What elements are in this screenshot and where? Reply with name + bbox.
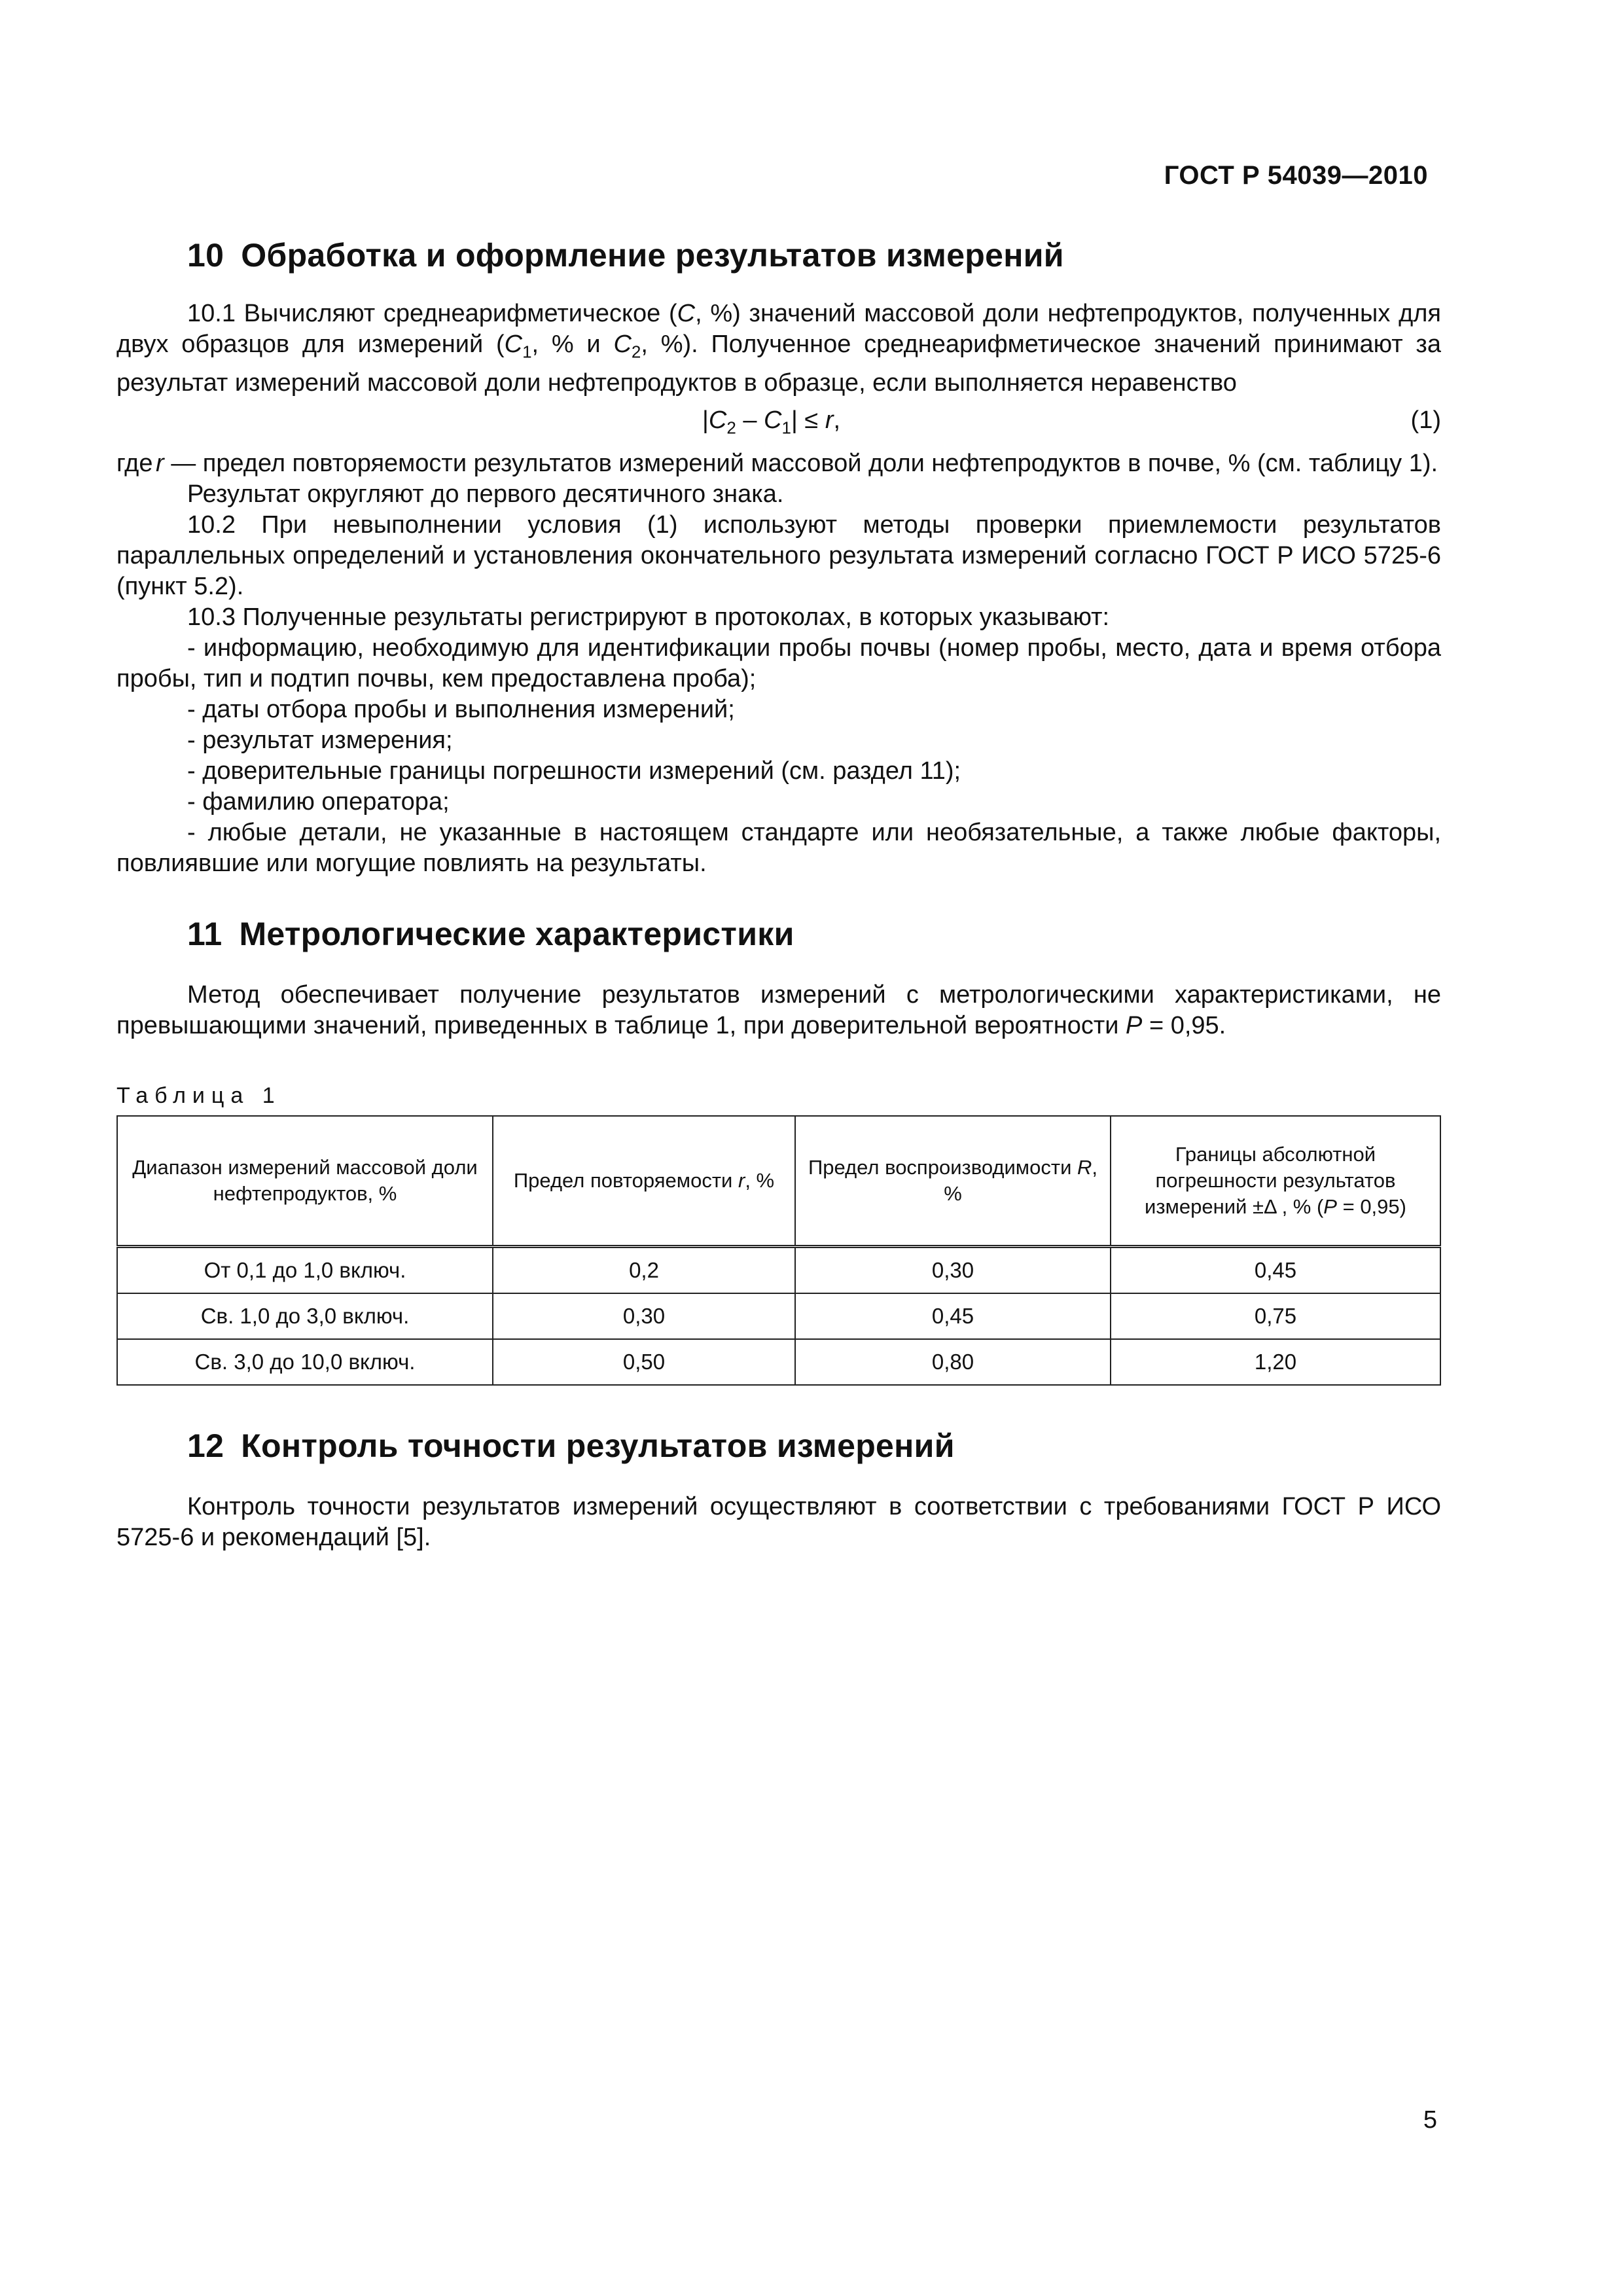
section-10-title: Обработка и оформление результатов измерений [241, 237, 1064, 274]
header-repeatability [493, 1116, 795, 1247]
subscript: 2 [631, 342, 641, 362]
table-header-row [117, 1116, 1440, 1247]
text-run: , % [745, 1168, 775, 1192]
formula-part: 2 [726, 418, 736, 438]
table-row [117, 1339, 1440, 1385]
header-reproducibility [795, 1116, 1111, 1247]
paragraph-10-1 [116, 298, 1441, 399]
document-code: ГОСТ Р 54039—2010 [1164, 161, 1428, 190]
text-run: , % [944, 1155, 1098, 1205]
cell-big-r: 0,80 [795, 1339, 1111, 1385]
where-symbol: r [156, 449, 164, 477]
symbol-r: r [738, 1168, 745, 1192]
cell-r: 0,50 [493, 1339, 795, 1385]
table-caption: Таблица 1 [116, 1083, 281, 1108]
list-item: - любые детали, не указанные в настоящем стандарте или необязательные, а также любые факторы, повлиявшие или могущие повлиять на результаты. [116, 818, 1441, 877]
symbol-c1: C [504, 331, 523, 358]
section-12-text: Контроль точности результатов измерений осуществляют в соответствии с требованиями ГОСТ Р ИСО 5725-6 и рекомендаций [5]. [116, 1492, 1441, 1551]
cell-range: Св. 1,0 до 3,0 включ. [117, 1293, 493, 1339]
formula-inequality [702, 406, 840, 439]
cell-r: 0,30 [493, 1293, 795, 1339]
section-11-text [116, 980, 1441, 1041]
formula-part: – [736, 406, 764, 434]
symbol-c2: C [613, 331, 632, 358]
text-run: Предел повторяемости [513, 1168, 738, 1192]
header-range: Диапазон измерений массовой доли нефтепродуктов, % [117, 1116, 493, 1247]
formula-part: , [833, 406, 841, 434]
where-clause [116, 448, 1441, 479]
paragraph-10-3: 10.3 Полученные результаты регистрируют в протоколах, в которых указывают: [187, 603, 1110, 631]
text-run: , % и [531, 331, 614, 358]
formula-part: | ≤ [791, 406, 825, 434]
cell-delta: 0,75 [1111, 1293, 1440, 1339]
list-item: - фамилию оператора; [187, 787, 450, 816]
where-label: где [116, 449, 153, 477]
formula-part: r [825, 406, 834, 434]
cell-range: От 0,1 до 1,0 включ. [117, 1246, 493, 1293]
symbol-p: P [1323, 1194, 1337, 1218]
list-item: - доверительные границы погрешности измерений (см. раздел 11); [187, 757, 961, 785]
formula-part: C [708, 406, 727, 434]
section-11-title: Метрологические характеристики [239, 915, 794, 952]
formula-part: C [764, 406, 782, 434]
header-error-bounds [1111, 1116, 1440, 1247]
list-item: - информацию, необходимую для идентификации пробы почвы (номер пробы, место, дата и время отбора пробы, тип и подтип почвы, кем предоставлена проба); [116, 634, 1441, 692]
formula-row [116, 399, 1441, 448]
text-run: Метод обеспечивает получение результатов измерений с метрологическими характеристиками, не превышающими значений, приведенных в таблице 1, при доверительной вероятности [116, 980, 1441, 1039]
section-12-number: 12 [187, 1427, 224, 1464]
page-content [116, 236, 1441, 1553]
paragraph-10-2: 10.2 При невыполнении условия (1) используют методы проверки приемлемости результатов параллельных определений и установления окончательного результата измерений согласно ГОСТ Р ИСО 5725-6 (пункт 5.2). [116, 511, 1441, 600]
text-run: = 0,95) [1336, 1194, 1406, 1218]
cell-big-r: 0,30 [795, 1246, 1111, 1293]
cell-delta: 1,20 [1111, 1339, 1440, 1385]
symbol-p: P [1126, 1011, 1143, 1039]
cell-range: Св. 3,0 до 10,0 включ. [117, 1339, 493, 1385]
list-item: - результат измерения; [187, 726, 453, 754]
formula-part: 1 [781, 418, 791, 438]
section-11-heading [116, 914, 1441, 954]
rounding-note: Результат округляют до первого десятичного знака. [187, 480, 784, 508]
formula-part: | [702, 406, 709, 434]
text-run: 10.1 Вычисляют среднеарифметическое ( [187, 300, 677, 327]
where-text: — предел повторяемости результатов измерений массовой доли нефтепродуктов в почве, % (см. таблицу 1). [164, 449, 1438, 477]
section-10-heading [116, 236, 1441, 275]
table-row [117, 1293, 1440, 1339]
section-12-heading [116, 1426, 1441, 1465]
list-item: - даты отбора пробы и выполнения измерений; [187, 695, 735, 723]
protocol-list [116, 633, 1441, 879]
text-run: = 0,95. [1142, 1011, 1226, 1039]
text-run: , %) значений массовой доли нефтепродуктов, полученных для двух образцов для измерений ( [116, 300, 1441, 358]
table-row [117, 1246, 1440, 1293]
metrology-table [116, 1115, 1441, 1386]
symbol-c: C [677, 300, 696, 327]
page-number: 5 [1423, 2106, 1437, 2134]
cell-big-r: 0,45 [795, 1293, 1111, 1339]
cell-r: 0,2 [493, 1246, 795, 1293]
equation-number: (1) [1410, 406, 1441, 434]
text-run: Границы абсолютной погрешности результатов измерений ±Δ , % ( [1145, 1142, 1396, 1218]
symbol-big-r: R [1077, 1155, 1092, 1179]
subscript: 1 [522, 342, 532, 362]
text-run: , %). Полученное среднеарифметическое значений принимают за результат измерений массовой доли нефтепродуктов в образце, если выполняется неравенство [116, 331, 1441, 397]
section-11-number: 11 [187, 915, 223, 952]
section-12-title: Контроль точности результатов измерений [241, 1427, 955, 1464]
section-10-number: 10 [187, 237, 224, 274]
text-run: Предел воспроизводимости [808, 1155, 1077, 1179]
cell-delta: 0,45 [1111, 1246, 1440, 1293]
